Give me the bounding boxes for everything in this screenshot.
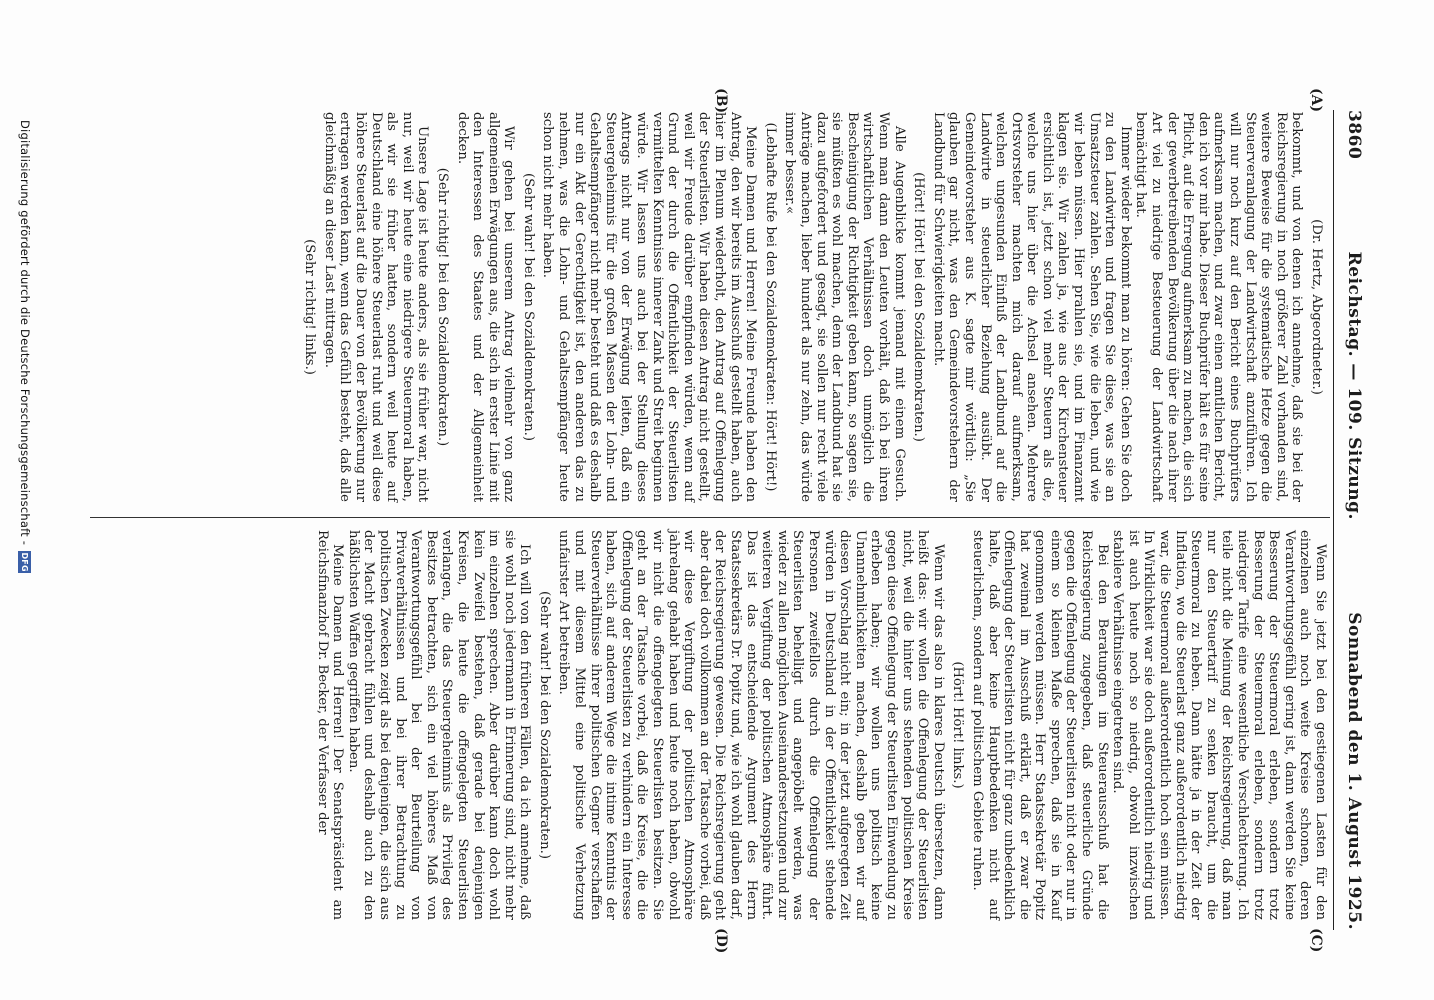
paragraph: Meine Damen und Herren! Der Senatspräsident am Reichsfinanzhof Dr. Becker, der Verfasser der xyxy=(314,530,346,920)
session-title: Reichstag. — 109. Sitzung. xyxy=(1344,251,1364,520)
margin-letter-d: (D) xyxy=(713,928,729,954)
page-number: 3860 xyxy=(1344,110,1364,160)
header-rule xyxy=(1333,110,1334,930)
interjection: (Sehr wahr! bei den Sozialdemokraten.) xyxy=(536,591,552,859)
left-column xyxy=(298,112,1328,502)
paragraph: Meine Damen und Herren! Meine Freunde haben den Antrag, den wir bereits im Ausschuß gestellt haben, auch hier im Plenum wiederholt, den Antrag auf Offenlegung der Steuerlisten. Wir haben diesen Antrag nicht gestellt, weil wir Freude darüber empfinden würden, wenn auf Grund der durch die Offentlichkeit der Steuerlisten vermittelten Kenntnisse innerer Zank und Streit beginnen würde. Wir lassen uns auch bei der Stellung dieses Antrags nicht nur von der Erwägung leiten, daß ein Steuergeheimnis für die großen Massen der Lohn- und Gehaltsempfänger nicht mehr besteht und daß es deshalb nur ein Akt der Gerechtigkeit ist, den anderen das zu nehmen, was die Lohn- und Gehaltsempfänger heute schon nicht mehr haben. xyxy=(540,112,759,502)
paragraph: Alle Augenblicke kommt jemand mit einem Gesuch. Wenn man dann den Leuten vorhält, daß ich bei ihren wirtschaftlichen Verhältnissen doch unmöglich die Bescheinigung der Richtigkeit geben kann, so sagen sie, sie müßten es wohl machen, denn der Landbund hat sie dazu aufgefordert und gesagt, sie sollen nur recht viele Anträge machen, lieber hundert als nur zehn, das würde immer besser.« xyxy=(782,112,907,502)
interjection: (Sehr richtig! bei den Sozialdemokraten.) xyxy=(434,167,450,447)
paragraph: Wir gehen bei unserem Antrag vielmehr von ganz allgemeinen Erwägungen aus, die sich in erster Linie mit den Interessen des Staates und der Allgemeinheit decken. xyxy=(454,112,517,502)
dfg-logo-icon: DFG xyxy=(20,552,30,572)
paragraph: Immer wieder bekommt man zu hören: Gehen Sie doch zu den Landwirten und fragen Sie diese, was sie an Umsatzsteuer zahlen. Sehen Sie, wie die leben, und wie wir leben müssen. Hier prahlen sie, und im Finanzamt klagen sie. Wir zahlen ja, wie aus der Kirchensteuer ersichtlich ist, jetzt schon viel mehr Steuern als die, welche uns hier über die Achsel ansehen. Mehrere Ortsvorsteher machten mich darauf aufmerksam, welchen ungesunden Einfluß der Landbund auf die Landwirte in steuerlicher Beziehung ausübt. Der Gemeindevorsteher aus K. sagte mir wörtlich: „Sie glauben gar nicht, was den Gemeindevorstehern der Landbund für Schwierigkeiten macht. xyxy=(930,112,1133,502)
paragraph: Unsere Lage ist heute anders, als sie früher war, nicht nur, weil wir heute eine niedrigere Steuermoral haben, als wir sie früher hatten, sondern weil heute auf Deutschland eine höhere Steuerlast ruht und weil diese höhere Steuerlast auf die Dauer von der Bevölkerung nur ertragen werden kann, wenn das Gefühl besteht, daß alle gleichmäßig an dieser Last mittragen. xyxy=(321,112,431,502)
digitization-note xyxy=(18,120,32,900)
paragraph: bekommt, und von denen ich annehme, daß sie bei der Reichsregierung in noch größerer Zahl vorhanden sind, weitere Beweise für die systematische Hetze gegen die Steuerveranlagung der Landwirtschaft anzuführen. Ich will nur noch kurz auf den Bericht eines Buchprüfers aufmerksam machen, und zwar einen amtlichen Bericht, den ich vor mir habe. Dieser Buchprüfer hält es für seine Pflicht, auf die Erregung aufmerksam zu machen, die sich der gewerbetreibenden Bevölkerung über die nach ihrer Art viel zu niedrige Besteuerung der Landwirtschaft bemächtigt hat. xyxy=(1133,112,1305,502)
page-header xyxy=(1336,110,1364,930)
interjection: (Sehr richtig! links.) xyxy=(302,239,318,375)
interjection: (Sehr wahr! bei den Sozialdemokraten.) xyxy=(520,173,536,441)
paragraph: Bei den Beratungen im Steuerausschuß hat die Reichsregierung zugegeben, daß steuerliche Gründe gegen die Offenlegung der Steuerlisten nicht oder nur in einem so kleinen Maße sprechen, daß sie in Kauf genommen werden müssen. Herr Staatssekretär Popitz hat zweimal im Ausschuß erklärt, daß er zwar die Offenlegung der Steuerlisten nicht für ganz unbedenklich halte, daß aber keine Hauptbedenken nicht auf steuerlichem, sondern auf politischem Gebiete ruhen. xyxy=(969,530,1110,920)
paragraph: Ich will von den früheren Fällen, da ich annehme, daß sie wohl noch jedermann in Erinnerung sind, nicht mehr im einzelnen sprechen. Aber darüber kann doch wohl kein Zweifel bestehen, daß gerade bei denjenigen Kreisen, die heute die offengelegten Steuerlisten verlangen, die das Steuergeheimnis als Privileg des Besitzes betrachten, sich ein viel höheres Maß von Verantwortungsgefühl bei der Beurteilung von Privatverhältnissen und bei ihrer Betrachtung zu politischen Zwecken zeigt als bei denjenigen, die sich aus der Macht gebracht fühlen und deshalb auch zu den häßlichsten Waffen gegriffen haben. xyxy=(345,530,533,920)
session-date: Sonnabend den 1. August 1925. xyxy=(1344,612,1364,930)
margin-letter-a: (A) xyxy=(1308,88,1324,113)
paragraph: Wenn wir das also in klares Deutsch übersetzen, dann heißt das: wir wollen die Offenlegung der Steuerlisten nicht, weil die hinter uns stehenden politischen Kreise gegen diese Offenlegung der Steuerlisten Einwendung zu erheben haben; wir wollen uns politisch keine Unannehmlichkeiten machen, deshalb geben wir auf diesen Vorschlag nicht ein; in der jetzt aufgeregten Zeit würden in Deutschland in der Offentlichkeit stehende Personen zweifellos durch die Offenlegung der Steuerlisten behelligt und angepöbelt werden, was wieder zu allen möglichen Auseinandersetzungen und zur weiteren Vergiftung der politischen Atmosphäre führt. Das ist das entscheidende Argument des Herrn Staatssekretärs Dr. Popitz und, wie ich wohl glauben darf, der Reichsregierung gewesen. Die Reichsregierung geht aber dabei doch vollkommen an der Tatsache vorbei, daß wir diese Vergiftung der politischen Atmosphäre jahrelang gehabt haben und heute noch haben, obwohl wir nicht die offengelegten Steuerlisten besitzen. Sie geht an der Tatsache vorbei, daß die Kreise, die die Offenlegung der Steuerlisten zu verhindern ein Interesse haben, sich auf anderem Wege die intime Kenntnis der Steuerverhältnisse ihrer politischen Gegner verschaffen und mit diesem Mittel eine politische Verhetzung unfairster Art betreiben. xyxy=(556,530,946,920)
speaker-line: (Dr. Hertz, Abgeordneter.) xyxy=(1309,219,1324,395)
interjection: (Hört! Hört! links.) xyxy=(950,661,966,789)
margin-letter-c: (C) xyxy=(1308,928,1324,953)
digitization-note-text: Digitalisierung gefördert durch die Deutsche Forschungsgemeinschaft - xyxy=(18,120,32,546)
paragraph: Wenn Sie jetzt bei den gestiegenen Lasten für den einzelnen auch noch weite Kreise schonen, deren Verantwortungsgefühl gering ist, dann werden Sie keine Besserung der Steuermoral erleben, sondern trotz Besserung der Steuermoral erleben, sondern trotz niedriger Tarife eine wesentliche Verschlechterung. Ich teile nicht die Meinung der Reichsregierung, daß man nur den Steuertarif zu senken braucht, um die Steuermoral zu heben. Dann hätte ja in der Zeit der Inflation, wo die Steuerlast ganz außerordentlich niedrig war, die Steuermoral außerordentlich hoch sein müssen. In Wirklichkeit war sie doch außerordentlich niedrig und ist auch heute noch so niedrig, obwohl inzwischen stabilere Verhältnisse eingetreten sind. xyxy=(1110,530,1328,920)
interjection: (Hört! Hört! bei den Sozialdemokraten.) xyxy=(911,172,927,442)
margin-letter-b: (B) xyxy=(713,88,729,114)
interjection: (Lebhafte Rufe bei den Sozialdemokraten: Hört! Hört!) xyxy=(762,122,778,492)
column-divider xyxy=(90,517,1330,518)
right-column xyxy=(314,530,1328,920)
